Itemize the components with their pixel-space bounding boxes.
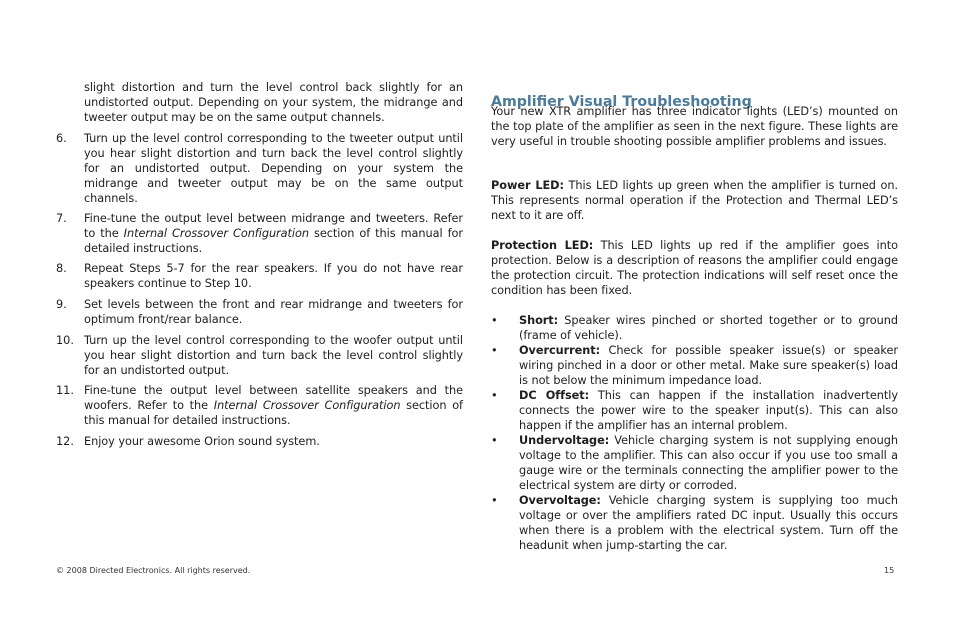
crossover-reference: Internal Crossover Configuration — [123, 226, 309, 240]
step-text: Enjoy your awesome Orion sound system. — [84, 435, 320, 448]
power-led-text: This LED lights up green when the amplifier is turned on. This represents normal operation if the Protection and Thermal LED’s next to it are off. — [491, 179, 898, 222]
bullet-desc: Vehicle charging system is supplying too much voltage or over the amplifiers rated DC input. Usually this occurs when there is a problem with the electrical system. Turn off the headunit when jump-starting the car. — [519, 494, 898, 552]
bullet-label: Overcurrent: — [519, 344, 601, 357]
bullet-icon: • — [491, 494, 498, 507]
step-text — [84, 212, 463, 257]
section-heading: Amplifier Visual Troubleshooting — [491, 93, 752, 110]
bullet-text — [519, 434, 898, 494]
step-text: Turn up the level control corresponding to the tweeter output until you hear slight distortion and turn back the level control slightly for an undistorted output. Depending on your system the midrange and tweeter output may be on the same output channels. — [84, 132, 463, 205]
step-text: Set levels between the front and rear midrange and tweeters for optimum front/rear balance. — [84, 298, 463, 326]
bullet-label: DC Offset: — [519, 389, 590, 402]
step-number: 6. — [56, 132, 67, 145]
step-number: 12. — [56, 435, 74, 448]
power-led-paragraph — [491, 179, 898, 224]
bullet-icon: • — [491, 389, 498, 402]
bullet-label: Undervoltage: — [519, 434, 610, 447]
bullet-text — [519, 389, 898, 434]
step-text-part: Fine-tune the output level between midrange and tweeters. Refer to the — [84, 212, 463, 240]
step-number: 9. — [56, 298, 67, 311]
bullet-icon: • — [491, 314, 498, 327]
step-number: 11. — [56, 384, 74, 397]
step-number: 10. — [56, 334, 74, 347]
bullet-text — [519, 494, 898, 554]
bullet-text — [519, 314, 898, 344]
protection-led-label: Protection LED: — [491, 239, 594, 252]
bullet-desc: Check for possible speaker issue(s) or speaker wiring pinched in a door or other metal. Make sure speaker(s) load is not below the minimum impedance load. — [519, 344, 898, 387]
page-number: 15 — [884, 566, 895, 575]
crossover-reference: Internal Crossover Configuration — [213, 398, 401, 412]
bullet-text — [519, 344, 898, 389]
protection-led-paragraph — [491, 239, 898, 299]
bullet-label: Short: — [519, 314, 559, 327]
step-text: Repeat Steps 5-7 for the rear speakers. If you do not have rear speakers continue to Step 10. — [84, 262, 463, 290]
step-5-continuation: slight distortion and turn the level control back slightly for an undistorted output. Depending on your system, the midrange and tweeter output may be on the same output channels. — [84, 81, 463, 124]
protection-led-text: This LED lights up red if the amplifier goes into protection. Below is a description of reasons the amplifier could engage the protection circuit. The protection indications will self reset once the condition has been fixed. — [491, 239, 898, 297]
step-text-part: section of this manual for detailed instructions. — [84, 226, 463, 255]
bullet-label: Overvoltage: — [519, 494, 601, 507]
copyright-notice: © 2008 Directed Electronics. All rights reserved. — [56, 566, 251, 575]
step-text — [84, 384, 463, 429]
step-text: Turn up the level control corresponding to the woofer output until you hear slight distortion and turn back the level control slightly for an undistorted output. — [84, 334, 463, 377]
bullet-desc: Speaker wires pinched or shorted together or to ground (frame of vehicle). — [519, 314, 898, 342]
step-text-part: section of this manual for detailed instructions. — [84, 398, 463, 427]
step-text-part: Fine-tune the output level between satellite speakers and the woofers. Refer to the — [84, 384, 463, 412]
bullet-icon: • — [491, 434, 498, 447]
step-number: 8. — [56, 262, 67, 275]
bullet-desc: Vehicle charging system is not supplying enough voltage to the amplifier. This can also occur if you use too small a gauge wire or the terminals connecting the amplifier power to the electrical system are dirty or corroded. — [519, 434, 898, 492]
intro-paragraph: Your new XTR amplifier has three indicator lights (LED’s) mounted on the top plate of the amplifier as seen in the next figure. These lights are very useful in trouble shooting possible amplifier problems and issues. — [491, 105, 898, 148]
bullet-desc: This can happen if the installation inadvertently connects the power wire to the speaker input(s). This can also happen if the amplifier has an internal problem. — [519, 389, 899, 432]
bullet-icon: • — [491, 344, 498, 357]
power-led-label: Power LED: — [491, 179, 564, 192]
step-number: 7. — [56, 212, 67, 225]
